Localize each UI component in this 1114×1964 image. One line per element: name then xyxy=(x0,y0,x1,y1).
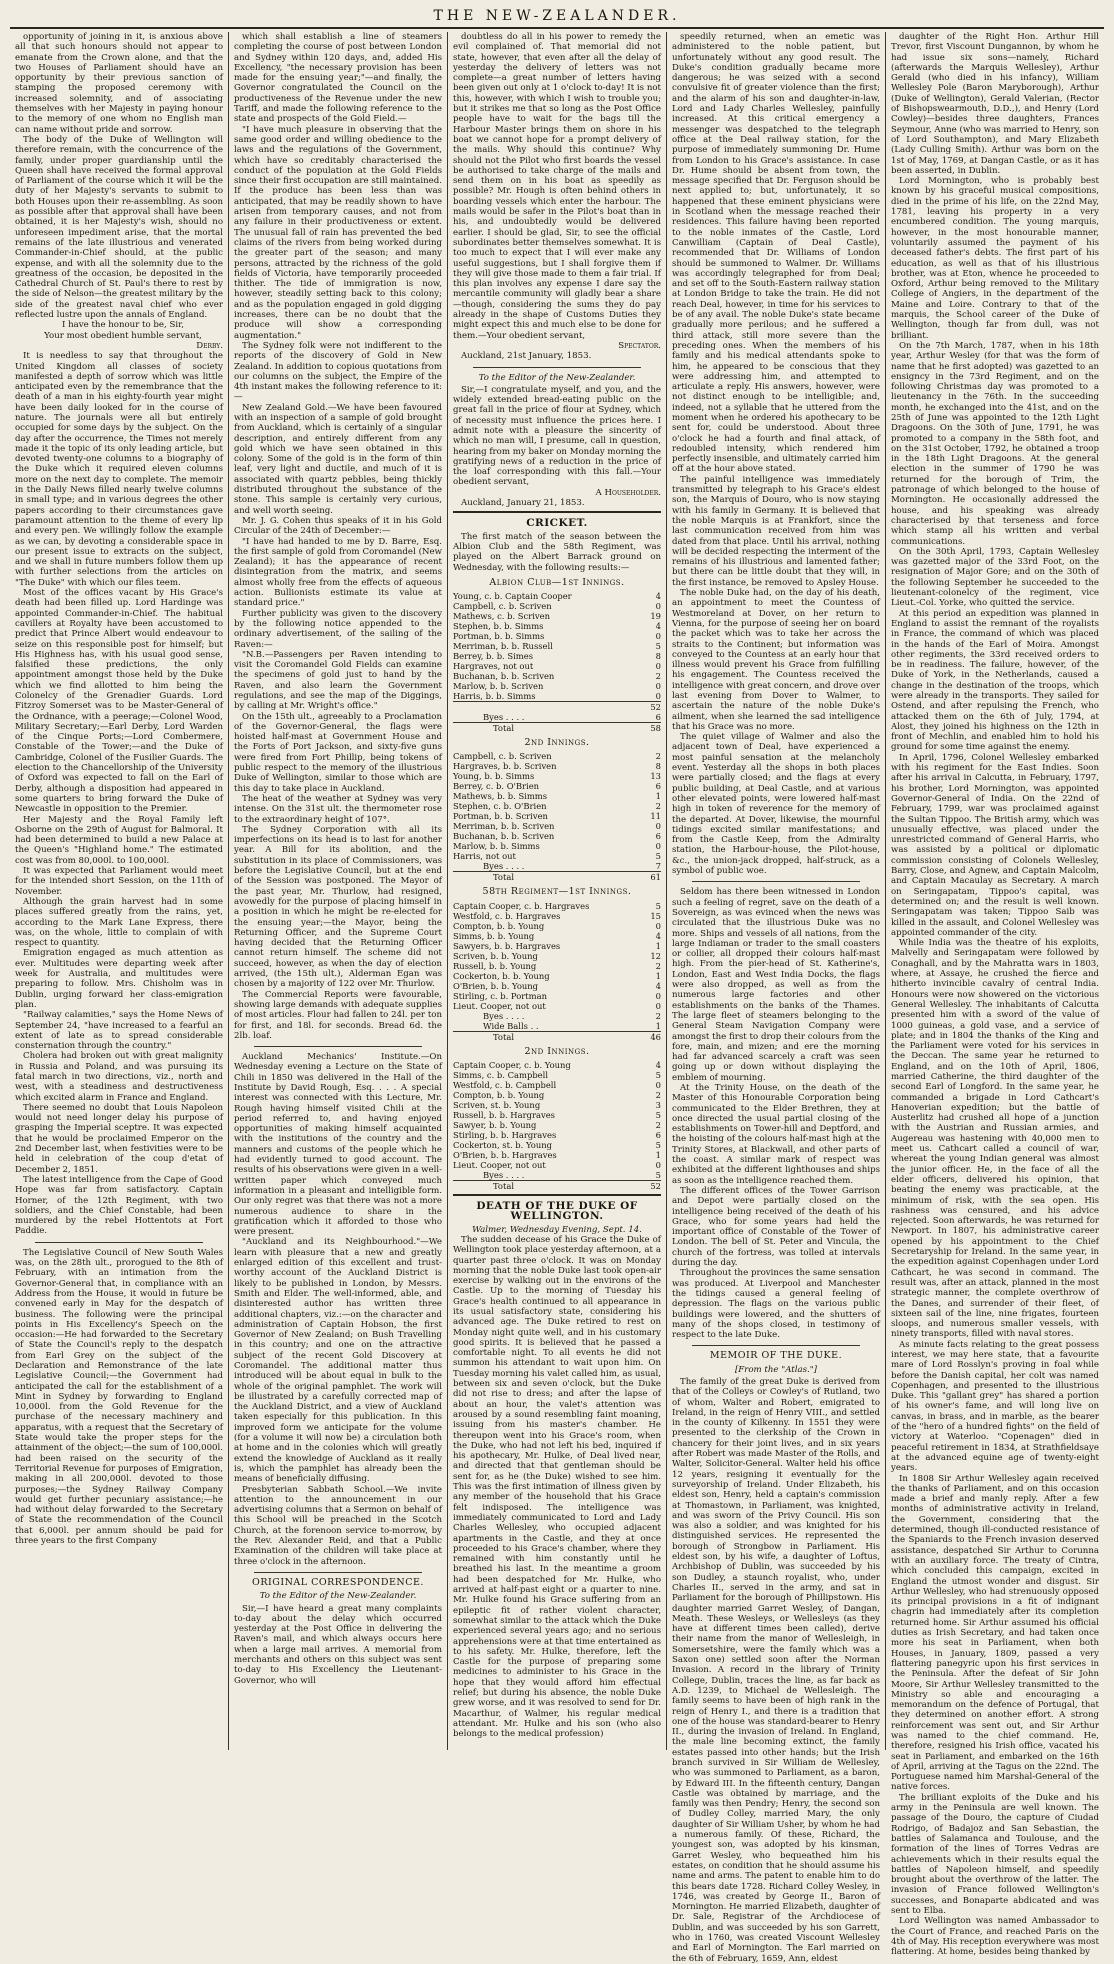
scorecard-row xyxy=(453,1150,661,1160)
paragraph: While India was the theatre of his exploits, Malvelly and Seringapatam were followed by Conaghall, and by the Mahratta wars in 1803, where, at Assaye, he crushed the fierce and hitherto invincible cavalry of central India. Honours were now showered on the victorious General Wellesley. The inhabitants of Calcutta presented him with a sword of the value of 1000 guineas, a gold vase, and a service of plate; and in 1804 the thanks of the King and the Parliament were voted for his services in the Deccan. The same year he returned to England, and on the 10th of April, 1806, married Catherine, the third daughter of the second Earl of Longford. In the same year, he commanded a brigade in Lord Cathcart's Hanoverian expedition; but the battle of Austerlitz had crushed all hope of a junction with the Austrian and Russian armies, and Augereau was hastening with 40,000 men to meet us. Cathcart called a council of war, whereat the young Indian general was almost the junior officer. He, in the face of all the elder officers, delivered his opinion, that beating the enemy was practicable, at the minimum of risk, with the sea open. His rashness was censured, and his advice rejected. Soon afterwards, he was returned for Newport. In 1807, his administrative career opened by his appointment to the Chief Secretaryship for Ireland. In the same year, in the expedition against Copenhagen under Lord Cathcart, he was second in command. The result was, after an attack, planned in the most strategic manner, the complete overthrow of the Danes, and surrender of their fleet, of sixteen sail of the line, nine frigates, fourteen sloops, and numerous smaller vessels, with ninety transports, filled with naval stores. xyxy=(891,938,1099,1340)
column-5 xyxy=(886,32,1104,1958)
scorecard-row xyxy=(453,631,661,641)
scorecard-row xyxy=(453,1100,661,1110)
scorecard-body xyxy=(453,751,661,861)
batsman-name: Russell, b. b. Hargraves xyxy=(453,1110,555,1121)
paragraph: Lord Mornington, who is probably best known by his graceful musical compositions, died in the prime of his life, on the 22nd May, 1781, leaving his property in a very encumbered condition. The young marquis, however, in the most honourable manner, voluntarily assumed the payment of his deceased father's debts. The first part of his education, as well as that of his illustrious brother, was at Eton, whence he proceeded to Oxford, Arthur being removed to the Military College of Angiers, in the department of the Maine and Loire. Contrary to that of the marquis, the School career of the Duke of Wellington, though far from dull, was not brilliant. xyxy=(891,176,1099,341)
paragraph: Presbyterian Sabbath School.—We invite attention to the announcement in our advertising columns that a Sermon on behalf of this School will be preached in the Scotch Church, at the forenoon service to-morrow, by the Rev. Alexander Reid, and that a Public Examination of the children will take place at three o'clock in the afternoon. xyxy=(234,1484,442,1567)
batsman-name: Simms, c. b. Campbell xyxy=(453,1070,548,1081)
paragraph: Further publicity was given to the discovery by the following notice appended to the ordinary advertisement, of the sailing of the Raven:— xyxy=(234,608,442,650)
runs-value: 4 xyxy=(655,980,661,991)
closing-line: I have the honour to be, Sir, xyxy=(62,320,184,331)
runs-value: 1 xyxy=(655,940,661,951)
batsman-name: Compton, b. b. Young xyxy=(453,920,545,931)
innings-title: 2nd Innings. xyxy=(524,737,590,749)
paragraph: The Legislative Council of New South Wales was, on the 28th ult., prorogued to the 8th of February, with an intimation from the Governor-General that, in compliance with an Address from the House, it would in future be convened early in May for the despatch of business. The following were the principal points in His Excellency's Speech on the occasion:—He had forwarded to the Secretary of State the Council's reply to the despatch from Earl Grey on the subject of the Declaration and Remonstrance of the late Legislative Council;—the Government had anticipated the call for the establishment of a Mint in Sydney by forwarding to England 10,000l. from the Gold Revenue for the purchase of the necessary machinery and apparatus, with a request that the Secretary of State would take the proper steps for the attainment of the object;—the sum of 100,000l. had been raised on the security of the Territorial Revenue for purposes of Emigration, making in all 200,000l. devoted to those purposes;—the Sydney Railway Company would get further pecuniary assistance;—he had without delay forwarded to the Secretary of State the recommendation of the Council that 6,000l. per annum should be paid for three years to the first Company xyxy=(15,1247,223,1547)
batsman-name: Mathews, b. b. Simms xyxy=(453,791,548,802)
dateline: Auckland, 21st January, 1853. xyxy=(461,351,592,362)
batsman-name: Stephen, b. b. Simms xyxy=(453,621,544,632)
paragraph: Most of the offices vacant by His Grace's death had been filled up. Lord Hardinge was appointed Commander-in-Chief. The habitual cavillers at Royalty have been accustomed to predict that Prince Albert would endeavour to seize on this responsible post for himself; but His Highness has, with his usual good sense, falsified these predictions, the only appointment amongst those held by the Duke which we find allotted to him being the Colonelcy of the Grenadier Guards. Lord Fitzroy Somerset was to be Master-General of the Ordnance, with a peerage;—Colonel Wood, Military Secretary;—Earl Derby, Lord Warden of the Cinque Ports;—Lord Combermere, Constable of the Tower;—and the Duke of Cambridge, Colonel of the Fusilier Guards. The election to the Chancellorship of the University of Oxford was expected to fall on the Earl of Derby, although a disposition had appeared in some quarters to bring forward the Duke of Newcastle in opposition to the Premier. xyxy=(15,588,223,815)
batsman-name: Buchanan, b. b. Scriven xyxy=(453,831,555,842)
batsman-name: Merriman, b. b. Russell xyxy=(453,641,553,652)
runs-value: 5 xyxy=(655,900,661,911)
section-rule xyxy=(453,1194,661,1196)
batsman-name: Captain Cooper, c. b. Hargraves xyxy=(453,900,590,911)
paragraph: speedily returned, when an emetic was administered to the noble patient, but unfortunately without any good result. The Duke's condition gradually became more dangerous; he was seized with a second convulsive fit of greater violence than the first; and the alarm of his son and daughter-in-law, Lord and Lady Charles Wellesley, painfully increased. At this critical emergency a messenger was despatched to the telegraph office at the Deal railway station, for the purpose of immediately summoning Dr. Hume from London to his Grace's assistance. In case Dr. Hume should be absent from town, the message specified that Dr. Ferguson should be next applied to; but, unfortunately, it so happened that these eminent physicians were in Scotland when the message reached their residences. This failure having been reported to the noble inmates of the Castle, Lord Canwilliam (Captain of Deal Castle), recommended that Dr. Williams of London should be summoned to Walmer. Dr. Williams was accordingly telegraphed for from Deal; and set off to the South-Eastern railway station at London Bridge to take the train. He did not reach Deal, however, in time for his services to be of any avail. The noble Duke's state became gradually more perilous; and he suffered a third attack, still more severe than the preceding ones. When the members of his family and his medical attendants spoke to him, he appeared to be conscious that they were addressing him, and attempted to articulate a reply. His answers, however, were not distinct enough to be intelligible; and, indeed, not a syllable that he uttered from the moment when he ordered his apothecary to be sent for, could be understood. About three o'clock he had a fourth and final attack, of redoubled intensity, which rendered him perfectly insensible, and ultimately carried him off at the hour above stated. xyxy=(672,32,880,475)
scorecard-row xyxy=(453,831,661,841)
runs-value: 0 xyxy=(655,631,661,642)
runs-value: 2 xyxy=(655,801,661,812)
batsman-name: Hargraves, not out xyxy=(453,661,534,672)
batsman-name: Cockerton, st. b. Young xyxy=(453,1140,552,1151)
runs-value: 8 xyxy=(655,651,661,662)
scorecard-row xyxy=(453,921,661,931)
signature: Spectator. xyxy=(618,340,661,351)
runs-value: 12 xyxy=(650,950,661,961)
paragraph: It was expected that Parliament would meet for the intended short Session, on the 11th of November. xyxy=(15,866,223,897)
masthead: THE NEW-ZEALANDER. xyxy=(433,8,681,24)
batsman-name: Sawyers, b. b. Hargraves xyxy=(453,940,561,951)
batsman-name: O'Brien, b. b. Hargraves xyxy=(453,1150,557,1161)
scorecard-row xyxy=(453,1160,661,1170)
paragraph: In 1808 Sir Arthur Wellesley again received the thanks of Parliament, and on this occasion made a brief and manly reply. After a few months of administrative activity in Ireland, the Government, considering that the determined, though ill-conducted resistance of the Spaniards to the French invasion deserved assistance, despatched Sir Arthur to Corunna with an auxiliary force. The treaty of Cintra, which concluded this campaign, excited in England the utmost wonder and disgust. Sir Arthur Wellesley, who had strenuously opposed its principal provisions in a fit of indignant chagrin had immediately after its completion returned home. Sir Arthur assumed his official duties as Irish Secretary, and had taken once more his seat in Parliament, when both Houses, in January, 1809, passed a very flattering panegyric upon his first services in the Peninsula. After the defeat of Sir John Moore, Sir Arthur Wellesley transmitted to the Ministry so able and encouraging a memorandum on the defence of Portugal, that they determined on another effort. A strong reinforcement was sent out, and Sir Arthur was named to the chief command. He, therefore, resigned his Irish office, vacated his seat in Parliament, and embarked on the 16th of April, arriving at the Tagus on the 22nd. The Portuguese named him Marshal-General of the native forces. xyxy=(891,1473,1099,1793)
scorecard-row xyxy=(453,991,661,1001)
runs-value: 6 xyxy=(655,831,661,842)
batsman-name: Campbell, c. b. Scriven xyxy=(453,751,552,762)
runs-value: 5 xyxy=(655,641,661,652)
batsman-name: Mathews, c. b. Scriven xyxy=(453,611,550,622)
total-row: Total 61 xyxy=(453,872,661,883)
scorecard-row xyxy=(453,981,661,991)
subtotal-row xyxy=(453,702,661,713)
batsman-name: Harris, b. b. Simms xyxy=(453,691,536,702)
paragraph: Auckland Mechanics' Institute.—On Wednesday evening a Lecture on the State of Chili in 1850 was delivered in the Hall of the Institute by David Rough, Esq. . . . A special interest was connected with this Lecture, Mr. Rough having himself visited Chili at the period referred to, and having enjoyed opportunities of making himself acquainted with the institutions of the country and the manners and customs of the people which he had evidently turned to good account. The results of his observations were given in a well-written paper which conveyed much information in a pleasant and intelligible form. Our only regret was that there was not a more numerous audience to share in the gratification which it afforded to those who were present. xyxy=(234,1052,442,1238)
batsman-name: Hargraves, b. b. Scriven xyxy=(453,761,557,772)
scorecard-row xyxy=(453,1130,661,1140)
paragraph: At this period an expedition was planned in England to assist the remnant of the royalists in France, the command of which was placed in the hands of the Earl of Moira. Amongst other regiments, the 33rd received orders to be in readiness. The failure, however, of the Duke of York, in the Netherlands, caused a change in the destination of the troops, which were already in the transports. They sailed for Ostend, and after repulsing the French, who attacked them on the 6th of July, 1794, at Alost, they joined his highness on the 12th in front of Mechlin, and enabled him to hold his ground for some time against the enemy. xyxy=(891,608,1099,753)
paragraph: Although the grain harvest had in some places suffered greatly from the rains, yet, according to the Mark Lane Express, there was, on the whole, little to complain of with respect to quantity. xyxy=(15,896,223,949)
signature: Derby. xyxy=(196,340,223,351)
total-value: 46 xyxy=(641,1031,661,1042)
batsman-name: Marlow, b. b. Scriven xyxy=(453,681,544,692)
total-row: Total 58 xyxy=(453,723,661,734)
scorecard xyxy=(453,591,661,733)
runs-value: 6 xyxy=(655,781,661,792)
scorecard-row xyxy=(453,811,661,821)
runs-value: 11 xyxy=(650,811,661,822)
batsman-name: Berrey, b. b. Simes xyxy=(453,651,533,662)
scorecard xyxy=(453,901,661,1042)
batsman-name: Merriman, b. b. Scriven xyxy=(453,821,555,832)
runs-value: 2 xyxy=(655,1090,661,1101)
runs-value: 0 xyxy=(655,601,661,612)
letter-address: To the Editor of the New-Zealander. xyxy=(478,372,636,383)
byes-row: Byes . . . . 5 xyxy=(483,1170,661,1181)
section-rule xyxy=(453,511,661,513)
paragraph: "I have much pleasure in observing that the same good order and willing obedience to the laws and the regulations of the Government, which have so creditably characterised the conduct of the population at the Gold Fields since their first occupation are still maintained. If the produce has been less than was anticipated, that may be readily shown to have arisen from temporary causes, and not from any failure in their productiveness or extent. The unusual fall of rain has prevented the bed claims of the rivers from being worked during the greater part of the season; and many persons, attracted by the richness of the gold fields of Victoria, have temporarily proceeded thither. The tide of immigration is now, however, steadily setting back to this colony; and as the population engaged in gold digging increases, there can be no doubt that the produce will show a corresponding augmentation." xyxy=(234,124,442,341)
paragraph: The Commercial Reports were favourable, showing large demands with adequate supplies of most articles. Flour had fallen to 24l. per ton for first, and 18l. for seconds. Bread 6d. the 2lb. loaf. xyxy=(234,989,442,1041)
scorecard xyxy=(453,1060,661,1191)
paragraph: doubtless do all in his power to remedy the evil complained of. That memorial did not state, however, that even after all the delay of yesterday the delivery of letters was not complete—a great number of letters having been given out only at 1 o'clock to-day! It is not this, however, with which I wish to trouble you; but it strikes me that so long as the Post Office people have to wait for the bags till the Harbour Master brings them on shore in his boat we cannot hope for a prompt delivery of the mails. Why should this continue? Why should not the Pilot who first boards the vessel be authorised to take charge of the mails and send them on in his boat as speedily as possible? Mr. Hough is often behind others in boarding vessels which enter the harbour. The mails would be safer in the Pilot's boat than in his, and undoubtedly would be delivered earlier. I should be glad, Sir, to see the official subordinates better themselves somewhat. It is too much to expect that I will ever make any useful suggestions, but I shall forgive them if they will give those made to them a fair trial. If this plan involves any expense I dare say the mercantile community will gladly bear a share—though, considering the sums they do pay already in the shape of Customs Duties they might expect this and much else to be done for them.—Your obedient servant, xyxy=(453,32,661,341)
paragraph: As minute facts relating to the great possess interest, we may here state, that a favourite mare of Lord Rosslyn's proving in foal while before the Danish capital, her colt was named Copenhagen, and presented to the illustrious Duke. This "gallant grey" has shared a portion of his owner's fame, and will long live on canvas, in brass, and in marble, as the bearer of the "hero of a hundred fights" on the field of victory at Waterloo. "Copenagen" died in peaceful retirement in 1834, at Strathfieldsaye at the advanced equine age of twenty-eight years. xyxy=(891,1339,1099,1474)
runs-value: 0 xyxy=(655,1160,661,1171)
paragraph: The latest intelligence from the Cape of Good Hope was far from satisfactory. Captain Horner, of the 12th Regiment, with two soldiers, and the Chief Constable, had been murdered by the rebel Hottentots at Fort Paddie. xyxy=(15,1174,223,1237)
batsman-name: Compton, b. b. Young xyxy=(453,1090,545,1101)
scorecard-row xyxy=(453,781,661,791)
batsman-name: Simms, b. b. Young xyxy=(453,930,535,941)
runs-value: 4 xyxy=(655,1060,661,1071)
scorecard-row xyxy=(453,601,661,611)
paragraph: The heat of the weather at Sydney was very intense. On the 31st ult. the thermometer rose to the extraordinary height of 107°. xyxy=(234,793,442,825)
byes-row: Byes . . . . 6 xyxy=(483,712,661,723)
section-divider xyxy=(254,1046,422,1047)
runs-value: 0 xyxy=(655,681,661,692)
batsman-name: Scriven, st. b. Young xyxy=(453,1100,541,1111)
batsman-name: Russell, b. b. Young xyxy=(453,960,537,971)
paragraph: daughter of the Right Hon. Arthur Hill Trevor, first Viscount Dungannon, by whom he had issue six sons—namely, Richard (afterwards the Marquis Wellesley), Arthur Gerald (who died in his infancy), William Wellesley Pole (Baron Maryborough), Arthur (Duke of Wellington), Gerald Valerian, (Rector of Bishopswearmouth, D.D.,), and Henry (Lord Cowley)—besides three daughters, Frances Seymour, Anne (who was married to Henry, son of Lord Southampton), and Mary Elizabeth (Lady Culling Smith). Arthur was born on the 1st of May, 1769, at Dangan Castle, or as it has been asserted, in Dublin. xyxy=(891,32,1099,176)
closing-line: Your most obedient humble servant, xyxy=(44,330,202,341)
batsman-name: Berrey, c. b. O'Brien xyxy=(453,781,540,792)
paragraph: Cholera had broken out with great malignity in Russia and Poland, and was pursuing its fatal march in two directions, viz., north and west, with a steadiness and destructiveness which excited alarm in France and England. xyxy=(15,1051,223,1103)
innings-title: 2nd Innings. xyxy=(524,1045,590,1057)
paragraph: At the Trinity House, on the death of the Master of this Honourable Corporation being communicated to the Elder Brethren, they at once directed the usual partial closing of the establishments on Tower-hill and Deptford, and the hoisting of the colours half-mast high at the Trinity Stores, at Blackwall, and other parts of the coast. A similar mark of respect was exhibited at the different lighthouses and ships as soon as the intelligence reached them. xyxy=(672,1082,880,1186)
paragraph: New Zealand Gold.—We have been favoured with an inspection of a sample of gold brought from Auckland, which is certainly of a singular description, and entirely different from any gold which we have seen obtained in this colony. Some of the gold is in the form of thin leaf, very light and ductile, and much of it is associated with quartz pebbles, being thickly distributed throughout the substance of the stone. This sample is certainly very curious, and well worth seeing. xyxy=(234,402,442,516)
scorecard-row xyxy=(453,691,661,702)
scorecard-row xyxy=(453,961,661,971)
runs-value: 0 xyxy=(655,821,661,832)
batsman-name: Stirling, c. b. Portman xyxy=(453,990,547,1001)
paragraph: Seldom has there been witnessed in London such a feeling of regret, save on the death of a Sovereign, as was evinced when the news was circulated that the illustrious Duke was no more. Ships and vessels of all nations, from the large Indiaman or trader to the small coasters or collier, all dropped their colours half-mast high. From the pier-head of St. Katherine's, London, East and West India Docks, the flags were also dropped, as well as from the numerous large factories and other establishments on the banks of the Thames. The large fleet of steamers belonging to the General Steam Navigation Company were amongst the first to drop their colours from the fore, main, and mizen; and ere the morning had far advanced scarcely a craft was seen going up or down without displaying the emblem of mourning. xyxy=(672,887,880,1083)
batsman-name: Lieut. Cooper, not out xyxy=(453,1000,546,1011)
runs-value: 13 xyxy=(650,771,661,782)
scorecard-row xyxy=(453,1140,661,1150)
paragraph: The Sydney Corporation with all its imperfections on its head is to last for another year. A Bill for its abolition, and the substitution in its place of Commissioners, was before the Legislative Council, but at the end of the Session was postponed. The Mayor of the past year, Mr. Thurlow, had resigned, avowedly for the purpose of placing himself in a position in which he might be re-elected for the ensuing year;—the Mayor, being the Returning Officer, and the Supreme Court having decided that the Returning Officer cannot return himself. The scheme did not succeed, however, as when the day of election arrived, (the 15th ult.), Alderman Egan was chosen by a majority of 122 over Mr. Thurlow. xyxy=(234,824,442,990)
section-heading: ORIGINAL CORRESPONDENCE. xyxy=(252,1576,424,1588)
runs-value: 4 xyxy=(655,930,661,941)
batsman-name: Portman, b. b. Simms xyxy=(453,631,545,642)
runs-value: 1 xyxy=(655,1150,661,1161)
total-row: Total 46 xyxy=(453,1031,661,1042)
runs-value: 0 xyxy=(655,920,661,931)
paragraph: On the 30th April, 1793, Captain Wellesley was gazetted major of the 33rd Foot, on the resignation of Major Gore; and on the 30th of the following September he succeeded to the lieutenant-colonelcy of the regiment, vice Lieut.-Col. Yorke, who quitted the service. xyxy=(891,546,1099,609)
scorecard-row xyxy=(453,851,661,861)
section-divider xyxy=(692,1345,860,1346)
scorecard-row xyxy=(453,661,661,671)
batsman-name: Campbell, c. b. Scriven xyxy=(453,601,552,612)
runs-value: 2 xyxy=(655,960,661,971)
runs-value: 19 xyxy=(650,611,661,622)
byes-value: 7 xyxy=(655,861,661,872)
paragraph: opportunity of joining in it, is anxious above all that such honours should not appear to emanate from the Crown alone, and that the two Houses of Parliament should have an opportunity by their previous sanction of stamping the proposed ceremony with increased solemnity, and of associating themselves with her Majesty in paying honour to the memory of one whom no English man can name without pride and sorrow. xyxy=(15,32,223,135)
byes-row: Byes . . . . 2 xyxy=(483,1010,661,1021)
scorecard-row xyxy=(453,681,661,691)
section-divider xyxy=(35,1242,203,1243)
paragraph: "N.B.—Passengers per Raven intending to visit the Coromandel Gold Fields can examine the specimens of gold just to hand by the Raven, and also learn the Government regulations, and see the map of the Diggings, by calling at Mr. Wright's office." xyxy=(234,649,442,712)
byes-row: Byes . . . . 7 xyxy=(483,861,661,872)
scorecard-row xyxy=(453,611,661,621)
batsman-name: Westfold, c. b. Hargraves xyxy=(453,910,561,921)
section-divider xyxy=(254,1572,422,1573)
paragraph: "Auckland and its Neighbourhood."—We learn with pleasure that a new and greatly enlarged edition of this excellent and trust-worthy account of the Auckland District is likely to be published in London, by Messrs. Smith and Elder. The well-informed, able, and disinterested author has written three additional chapters, viz.:—on the character and administration of Captain Hobson, the first Governor of New Zealand; on Bush Travelling in this country; and one on the attractive subject of the recent Gold Discovery at Coromandel. The additional matter thus introduced will be about equal in bulk to the whole of the original pamphlet. The work will be illustrated by a carefully corrected map of the Auckland District, and a view of Auckland taken especially for this publication. In this improved form we anticipate for the volume (for a volume it will now be) a circulation both at home and in the colonies which will greatly extend the knowledge of Auckland as it really is, which the pamphlet has already been the means of beneficially diffusing. xyxy=(234,1237,442,1485)
column-4 xyxy=(667,32,886,1964)
paragraph: The different offices of the Tower Garrison and Depot were partially closed on the intelligence being received of the death of his Grace, who for some years had held the important office of Constable of the Tower of London. The bell of St. Peter and Vincula, the church of the fortress, was tolled at intervals during the day. xyxy=(672,1185,880,1269)
runs-value: 2 xyxy=(655,751,661,762)
batsman-name: Captain Cooper, c. b. Young xyxy=(453,1060,571,1071)
subtotal-value: 52 xyxy=(641,702,661,713)
runs-value: 5 xyxy=(655,1140,661,1151)
batsman-name: Cockerton, b. b. Young xyxy=(453,970,550,981)
runs-value: 1 xyxy=(655,970,661,981)
batsman-name: Buchanan, b. b. Scriven xyxy=(453,671,555,682)
runs-value: 0 xyxy=(655,841,661,852)
batsman-name: Portman, b. b. Scriven xyxy=(453,811,548,822)
paragraph: There seemed no doubt that Louis Napoleon would not need longer delay his purpose of grasping the Imperial sceptre. It was expected that he would be proclaimed Emperor on the 2nd December last, when festivities were to be held in celebration of the coup d'etat of December 2, 1851. xyxy=(15,1102,223,1175)
batsman-name: Young, b. b. Simms xyxy=(453,771,535,782)
source-note: [From the "Atlas."] xyxy=(734,1364,818,1375)
runs-value: 6 xyxy=(655,1130,661,1141)
wide-value: 1 xyxy=(655,1020,661,1031)
paragraph: On the 7th March, 1787, when in his 18th year, Arthur Wesley (for that was the form of name that he first adopted) was gazetted to an ensigncy in the 73rd Regiment, and on the following Christmas day was promoted to a lieutenancy in the 76th. In the succeeding month, he exchanged into the 41st, and on the 25th of June was appointed to the 12th Light Dragoons. On the 30th of June, 1791, he was promoted to a company in the 58th foot, and on the 31st October, 1792, he obtained a troop in the 18th Light Dragoons. At the general election in the summer of 1790 he was returned for the borough of Trim, the patronage of which belonged to the house of Mornington. He occasionally addressed the house, and his speaking was already characterised by that terseness and force which stamp all his written and verbal communications. xyxy=(891,340,1099,547)
scorecard-row xyxy=(453,771,661,781)
paragraph: Mr. J. G. Cohen thus speaks of it in his Gold Circular of the 24th of December:— xyxy=(234,515,442,537)
paragraph: "I have had handed to me by D. Barre, Esq. the first sample of gold from Coromandel (New Zealand); it has the appearance of recent disintegration from the matrix, and seems almost wholly free from the effects of aqueous action. Bullionists estimate its value at standard price." xyxy=(234,536,442,609)
scorecard xyxy=(453,751,661,882)
scorecard-row xyxy=(453,931,661,941)
total-row: Total 52 xyxy=(453,1181,661,1192)
runs-value: 5 xyxy=(655,1070,661,1081)
runs-value: 15 xyxy=(650,910,661,921)
runs-value: 1 xyxy=(655,791,661,802)
section-divider xyxy=(692,881,860,882)
total-value: 58 xyxy=(641,723,661,734)
scorecard-row xyxy=(453,901,661,911)
total-value: 52 xyxy=(641,1181,661,1192)
paragraph: The first match of the season between the Albion Club and the 58th Regiment, was played on the Albert Barrack ground on Wednesday, with the following results:— xyxy=(453,531,661,573)
paragraph: Throughout the provinces the same sensation was produced. At Liverpool and Manchester the tidings caused a general feeling of depression. The flags on the various public buildings were lowered, and the shutters of many of the shops closed, in testimony of respect to the late Duke. xyxy=(672,1268,880,1341)
scorecard-row xyxy=(453,761,661,771)
batsman-name: Lieut. Cooper, not out xyxy=(453,1160,546,1171)
wide-row: Wide Balls . . 1 xyxy=(483,1020,661,1031)
scorecard-row xyxy=(453,671,661,681)
scorecard-row xyxy=(453,951,661,961)
batsman-name: Stephen, c. b. O'Brien xyxy=(453,801,547,812)
paragraph: In April, 1796, Colonel Wellesley embarked with his regiment for the East Indies. Soon after his arrival in Calcutta, in February, 1797, his brother, Lord Mornington, was appointed Governor-General of India. On the 22nd of February, 1799, war was proclaimed against the Sultan Tippoo. The British army, which was unusually effective, was placed under the unrestricted command of General Harris, who was assisted by a political or diplomatic commission consisting of Colonels Wellesley, Barry, Close, and Agnew, and Captain Malcolm, and Captain Macaulay as Secretary. A march on Seringapatam, Tippoo's capital, was determined on; and the result is well known. Seringapatam was taken; Tippoo Saib was killed in the assault, and Colonel Wellesley was appointed commander of the city. xyxy=(891,752,1099,938)
runs-value: 2 xyxy=(655,671,661,682)
scorecard-row xyxy=(453,641,661,651)
paragraph: The brilliant exploits of the Duke and his army in the Peninsula are well known. The passage of the Douro, the capture of Ciudad Rodrigo, of Badajoz and San Sebastian, the battles of Salamanca and Toulouse, and the formation of the lines of Torres Vedras are achievements which in their results equal the battles of Napoleon himself, and speedily brought about the overthrow of the latter. The invasion of France followed Wellington's successes, and Bonaparte abdicated and was sent to Elba. xyxy=(891,1792,1099,1917)
runs-value: 3 xyxy=(655,1100,661,1111)
paragraph: The sudden decease of his Grace the Duke of Wellington took place yesterday afternoon, at a quarter past three o'clock. It was on Monday morning that the noble Duke last took open-air exercise by walking out in the environs of the Castle. Up to the morning of Tuesday his Grace's health continued to all appearance in its usual satisfactory state, considering his advanced age. The Duke retired to rest on Monday night quite well, and in his customary good spirits. It is believed that he passed a comfortable night. To all events he did not summon his attendant to wait upon him. On Tuesday morning his valet called him, as usual, between six and seven o'clock, but the Duke did not rise to dress; and after the lapse of about an hour, the valet's attention was aroused by a sound resembling faint moaning, issuing from his master's chamber. He thereupon went into his Grace's room, when the Duke, who had not left his bed, inquired if his apothecary, Mr. Hulke, of Deal lived near, and directed that that gentleman should be sent for, as he (the Duke) wished to see him. This was the first intimation of illness given by any member of the household that his Grace felt indisposed. The intelligence was immediately communicated to Lord and Lady Charles Wellesley, who occupied adjacent apartments in the Castle, and they at once proceeded to his Grace's chamber, where they remained with him constantly until he breathed his last. In the meantime a groom had been despatched for Mr. Hulke, who arrived at half-past eight or a quarter to nine. Mr. Hulke found his Grace suffering from an epileptic fit of rather violent character, somewhat similar to the attack which the Duke experienced several years ago; and no serious apprehensions were at that time entertained as to his safety. Mr. Hulke, therefore, left the Castle for the purpose of preparing some medicines to administer to his Grace in the hope that they would afford him effectual relief; but during his absence, the noble Duke grew worse, and it was resolved to send for Dr. Macarthur, of Walmer, his regular medical attendant. Mr. Hulke and his son (who also belongs to the medical profession) xyxy=(453,1234,661,1740)
batsman-name: Marlow, b. b. Simms xyxy=(453,841,540,852)
section-heading: DEATH OF THE DUKE OF WELLINGTON. xyxy=(476,1200,638,1223)
paragraph: Her Majesty and the Royal Family left Osborne on the 29th of August for Balmoral. It had been determined to build a new Palace at the Queen's "Highland home." The estimated cost was from 80,000l. to 100,000l. xyxy=(15,814,223,866)
column-2 xyxy=(229,32,448,1750)
runs-value: 0 xyxy=(655,1080,661,1091)
column-3 xyxy=(448,32,667,1750)
runs-value: 0 xyxy=(655,1000,661,1011)
scorecard-row xyxy=(453,1120,661,1130)
scorecard-row xyxy=(453,821,661,831)
scorecard-body xyxy=(453,1060,661,1170)
letter-address: To the Editor of the New-Zealander. xyxy=(259,1591,417,1602)
paragraph: "Railway calamities," says the Home News of September 24, "have increased to a fearful an extent of late as to spread considerable consternation through the country." xyxy=(15,1010,223,1052)
runs-value: 0 xyxy=(655,990,661,1001)
runs-value: 0 xyxy=(655,691,661,702)
scorecard-row xyxy=(453,1060,661,1070)
paragraph: The noble Duke had, on the day of his death, an appointment to meet the Countess of Westmoreland at Dover, on her return to Vienna, for the purpose of seeing her on board the packet which was to take her across the straits to the Continent; but information was conveyed to the Countess at an early hour that illness would prevent his Grace from fulfilling his engagement. The Countess received the intelligence with great concern, and drove over last evening from Dover to Walmer, to ascertain the nature of the noble Duke's ailment, when she learned the sad intelligence that his Grace was no more. xyxy=(672,588,880,732)
scorecard-row xyxy=(453,941,661,951)
batsman-name: Westfold, c. b. Campbell xyxy=(453,1080,557,1091)
scorecard-row xyxy=(453,911,661,921)
paragraph: The painful intelligence was immediately transmitted by telegraph to his Grace's eldest son, the Marquis of Douro, who is now staying with his family in Germany. It is believed that the noble Marquis is at Frankfort, since the last communication received from him was dated from that place. Until his arrival, nothing will be decided respecting the interment of the remains of his illustrious and lamented father; but there can be little doubt that they will, in the first instance, be removed to Apsley House. xyxy=(672,474,880,588)
batsman-name: Harris, not out xyxy=(453,851,516,862)
batsman-name: Young, c. b. Captain Cooper xyxy=(453,591,572,602)
paragraph: The body of the Duke of Wellington will therefore remain, with the concurrence of the family, under proper guardianship until the Queen shall have received the formal approval of Parliament of the course which it will be the duty of her Majesty's servants to submit to both Houses upon their re-assembling. As soon as possible after that approval shall have been obtained, it is her Majesty's wish, should no unforeseen impediment arise, that the mortal remains of the late illustrious and venerated Commander-in-Chief should, at the public expense, and with all the solemnity due to the greatness of the occasion, be deposited in the Cathedral Church of St. Paul's there to rest by the side of Nelson—the greatest military by the side of the greatest naval chief who ever reflected lustre upon the annals of England. xyxy=(15,134,223,321)
scorecard-row xyxy=(453,621,661,631)
scorecard-row xyxy=(453,1110,661,1120)
scorecard-row xyxy=(453,1070,661,1080)
scorecard-row xyxy=(453,791,661,801)
scorecard-row xyxy=(453,591,661,601)
masthead-rule xyxy=(10,27,1104,29)
batsman-name: Stirling, b. b. Hargraves xyxy=(453,1130,557,1141)
runs-value: 5 xyxy=(655,851,661,862)
runs-value: 2 xyxy=(655,1120,661,1131)
runs-value: 5 xyxy=(655,1110,661,1121)
batsman-name: Sawyer, b. b. Young xyxy=(453,1120,537,1131)
paragraph: The Sydney folk were not indifferent to the reports of the discovery of Gold in New Zealand. In addition to copious quotations from our columns on the subject, the Empire of the 4th instant makes the following reference to it:— xyxy=(234,340,442,403)
scorecard-body xyxy=(453,591,661,702)
batsman-name: Scriven, b. b. Young xyxy=(453,950,538,961)
scorecard-row xyxy=(453,971,661,981)
paragraph: which shall establish a line of steamers completing the course of post between London and Sydney within 120 days, and, added His Excellency, "the necessary provision has been made for the ensuing year;"—and finally, the Governor congratulated the Council on the productiveness of the Revenue under the new Tariff, and made the following reference to the state and prospects of the Gold Field.— xyxy=(234,32,442,125)
section-divider xyxy=(473,367,641,368)
paragraph: Lord Wellington was named Ambassador to the Court of France, and reached Paris on the 4th of May. His reception everywhere was most flattering. At home, besides being thanked by xyxy=(891,1916,1099,1958)
runs-value: 0 xyxy=(655,661,661,672)
columns xyxy=(10,32,1104,1964)
scorecard-row xyxy=(453,1090,661,1100)
scorecard-row xyxy=(453,841,661,851)
byes-value: 2 xyxy=(655,1010,661,1021)
dateline: Auckland, January 21, 1853. xyxy=(461,498,585,509)
scorecard-row xyxy=(453,801,661,811)
runs-value: 8 xyxy=(655,761,661,772)
byes-value: 6 xyxy=(655,712,661,723)
paragraph: On the 15th ult., agreeably to a Proclamation of the Governor-General, the flags were hoisted half-mast at Government House and the Forts of Port Jackson, and sixty-five guns were fired from Fort Phillip, being tokens of public respect to the memory of the illustrious Duke of Wellington, similar to those which are this day to take place in Auckland. xyxy=(234,711,442,794)
byes-value: 5 xyxy=(655,1170,661,1181)
column-1 xyxy=(10,32,229,1750)
innings-title: 58th Regiment—1st Innings. xyxy=(482,886,632,898)
scorecard-row xyxy=(453,751,661,761)
paragraph: The quiet village of Walmer and also the adjacent town of Deal, have experienced a most painful sensation at the melancholy event. Yesterday all the shops in both places were partially closed; and the flags at every public building, at Deal Castle, and at various other elevated points, were lowered half-mast high in token of reverence for the memory of the departed. At Dover, likewise, the mournful tidings excited similar manifestations; and from the Castle Keep, from the Admiralty station, the Harbour-house, the Pilot-house, &c., the union-jack dropped, half-struck, as a symbol of public woe. xyxy=(672,732,880,877)
dateline: Walmer, Wednesday Evening, Sept. 14. xyxy=(472,1224,642,1235)
runs-value: 4 xyxy=(655,591,661,602)
batsman-name: O'Brien, b. b. Young xyxy=(453,980,539,991)
innings-title: Albion Club—1st Innings. xyxy=(489,576,625,588)
runs-value: 4 xyxy=(655,621,661,632)
paragraph: Emigration engaged as much attention as ever. Multitudes were departing week after week for Australia, and multitudes were preparing to follow. Mrs. Chisholm was in Dublin, urging forward her class-emigration plan. xyxy=(15,948,223,1010)
scorecard-row xyxy=(453,1001,661,1011)
paragraph: It is needless to say that throughout the United Kingdom all classes of society manifested a depth of sorrow which was little anticipated even by the remembrance that the death of a man in his eighty-fourth year might have been daily looked for in the course of nature. The journals were all but entirely occupied for some days by the subject. On the day after the occurrence, the Times not merely made it the topic of its only leading article, but devoted twenty-one columns to a biography of the Duke which it required eleven columns more on the next day to complete. The memoir in the Daily News filled nearly twelve columns in small type; and in various degrees the other papers according to their circumstances gave paramount attention to the theme of every lip and every pen. We willingly follow the example as we can, by devoting a considerable space in our present issue to extracts on the subject, and we shall in future numbers follow them up with further selections from the articles on "The Duke" with which our files teem. xyxy=(15,351,223,588)
scorecard-row xyxy=(453,651,661,661)
signature: A Householder. xyxy=(595,487,661,498)
scorecard-body xyxy=(453,901,661,1011)
paragraph: The family of the great Duke is derived from that of the Colleys or Cowley's of Rutland, two of whom, Walter and Robert, emigrated to Ireland, in the reign of Henry VIII., and settled in the county of Kilkenny. In 1551 they were presented to the clerkship of the Crown in chancery for their joint lives, and in six years after Robert was made Master of the Rolls, and Walter, Solicitor-General. Walter held his office 12 years, resigning it eventually for the surveyorship of Ireland. Under Elizabeth, his eldest son, Henry, held a captain's commission at Thomastown, in Parliament, was knighted, and was sworn of the Privy Council. His son was also a soldier, and was knighted for his distinguished services. He represented the borough of Strongbow in Parliament. His eldest son, by his wife, a daughter of Loftus, Archbishop of Dublin, was succeeded by his son Dudley, a staunch royalist, who, under Charles II., served in the army, and sat in Parliament for the borough of Phillipstown. His daughter married Garret Wesley, of Dangan, Meath. These Wesleys, or Wellesleys (as they have at different times been called), derive their name from the manor of Wellesleigh, in Somersetshire, were the family which was a Saxon one) settled soon after the Norman Invasion. A record in the library of Trinity College, Dublin, traces the line, as far back as A.D. 1239, to Michael de Wellesleigh. The family seems to have been of high rank in the reign of Henry I., and there is a tradition that one of the house was standard-bearer to Henry II., during the invasion of Ireland. In England, the male line becoming extinct, the family estates passed into other hands; but the Irish branch survived in Sir William de Wellesley, who was summoned to Parliament, as a baron, by Edward III. In the fifteenth century, Dangan Castle was obtained by marriage, and the family was then Pendry; Henry, the second son of Dudley Colley, married Mary, the only daughter of Sir William Usher, by whom he had a numerous family. Of these, Richard, the youngest son, was adopted by his kinsman, Garret Wesley, who bequeathed him his estates, on condition that he should assume his name and arms. The patent to enable him to do this bears date 1728. Richard Colley Wesley, in 1746, was created by George II., Baron of Mornington. He married Elizabeth, daughter of Dr. Sale, Registrar of the Archdiocese of Dublin, and was succeeded by his son Garrett, who in 1760, was created Viscount Wellesley and Earl of Mornington. The Earl married on the 6th of February, 1659, Ann, eldest xyxy=(672,1377,880,1964)
total-value: 61 xyxy=(641,872,661,883)
paragraph: Sir,—I have heard a great many complaints to-day about the delay which occurred yesterday at the Post Office in delivering the Raven's mail, and which always occurs here when a large mail arrives. A memorial from merchants and others on this subject was sent to-day to His Excellency the Lieutenant-Governor, who will xyxy=(234,1603,442,1686)
section-heading: CRICKET. xyxy=(526,517,588,530)
scorecard-row xyxy=(453,1080,661,1090)
section-heading: MEMOIR OF THE DUKE. xyxy=(709,1350,843,1362)
paragraph: Sir,—I congratulate myself, and you, and the widely extended bread-eating public on the great fall in the price of flour at Sydney, which of necessity must influence the prices here. I admit note with a pleasure the sincerity of which no man will, I presume, call in question, hearing from my baker on Monday morning the gratifying news of a reduction in the price of the loaf corresponding with this fall.—Your obedient servant, xyxy=(453,384,661,488)
